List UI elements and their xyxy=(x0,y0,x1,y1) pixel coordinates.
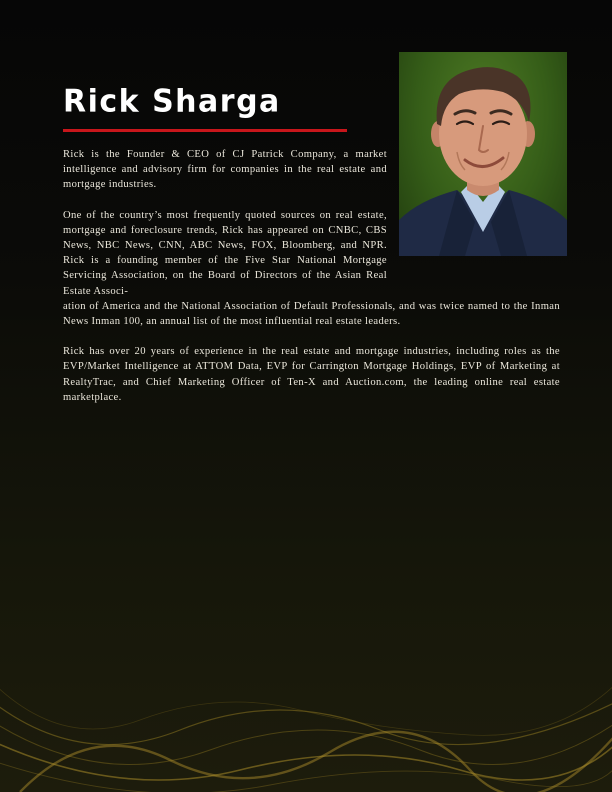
bio-paragraph-founder: Rick is the Founder & CEO of CJ Patrick Company, a market intelligence and advisory firm for companies in the real estate and mortgage industries. xyxy=(63,149,387,191)
decorative-swirls xyxy=(0,660,612,792)
bio-paragraph-experience: Rick has over 20 years of experience in the real estate and mortgage industries, including roles as the EVP/Market Intelligence at ATTOM Data, EVP for Carrington Mortgage Holdings, EVP of Marketing at RealtyTrac, and Chief Marketing Officer of Ten-X and Auction.com, the leading online real estate marketplace. xyxy=(63,346,560,403)
bio-paragraph-media-part1: One of the country’s most frequently quoted sources on real estate, mortgage and foreclosure trends, Rick has appeared on CNBC, CBS News, NBC News, CNN, ABC News, FOX, Bloomberg, and NPR. Rick is a founding member of the Five Star National Mortgage Servicing Association, on the Board of Directors of the Asian Real Estate Associ- xyxy=(63,209,387,297)
title-underline xyxy=(63,129,347,132)
bio-paragraph-media xyxy=(63,208,560,330)
page-title: Rick Sharga xyxy=(63,83,281,120)
bio-text xyxy=(63,147,560,420)
bio-paragraph-media-part2: ation of America and the National Association of Default Professionals, and was twice named to the Inman News Inman 100, an annual list of the most influential real estate leaders. xyxy=(63,300,560,328)
